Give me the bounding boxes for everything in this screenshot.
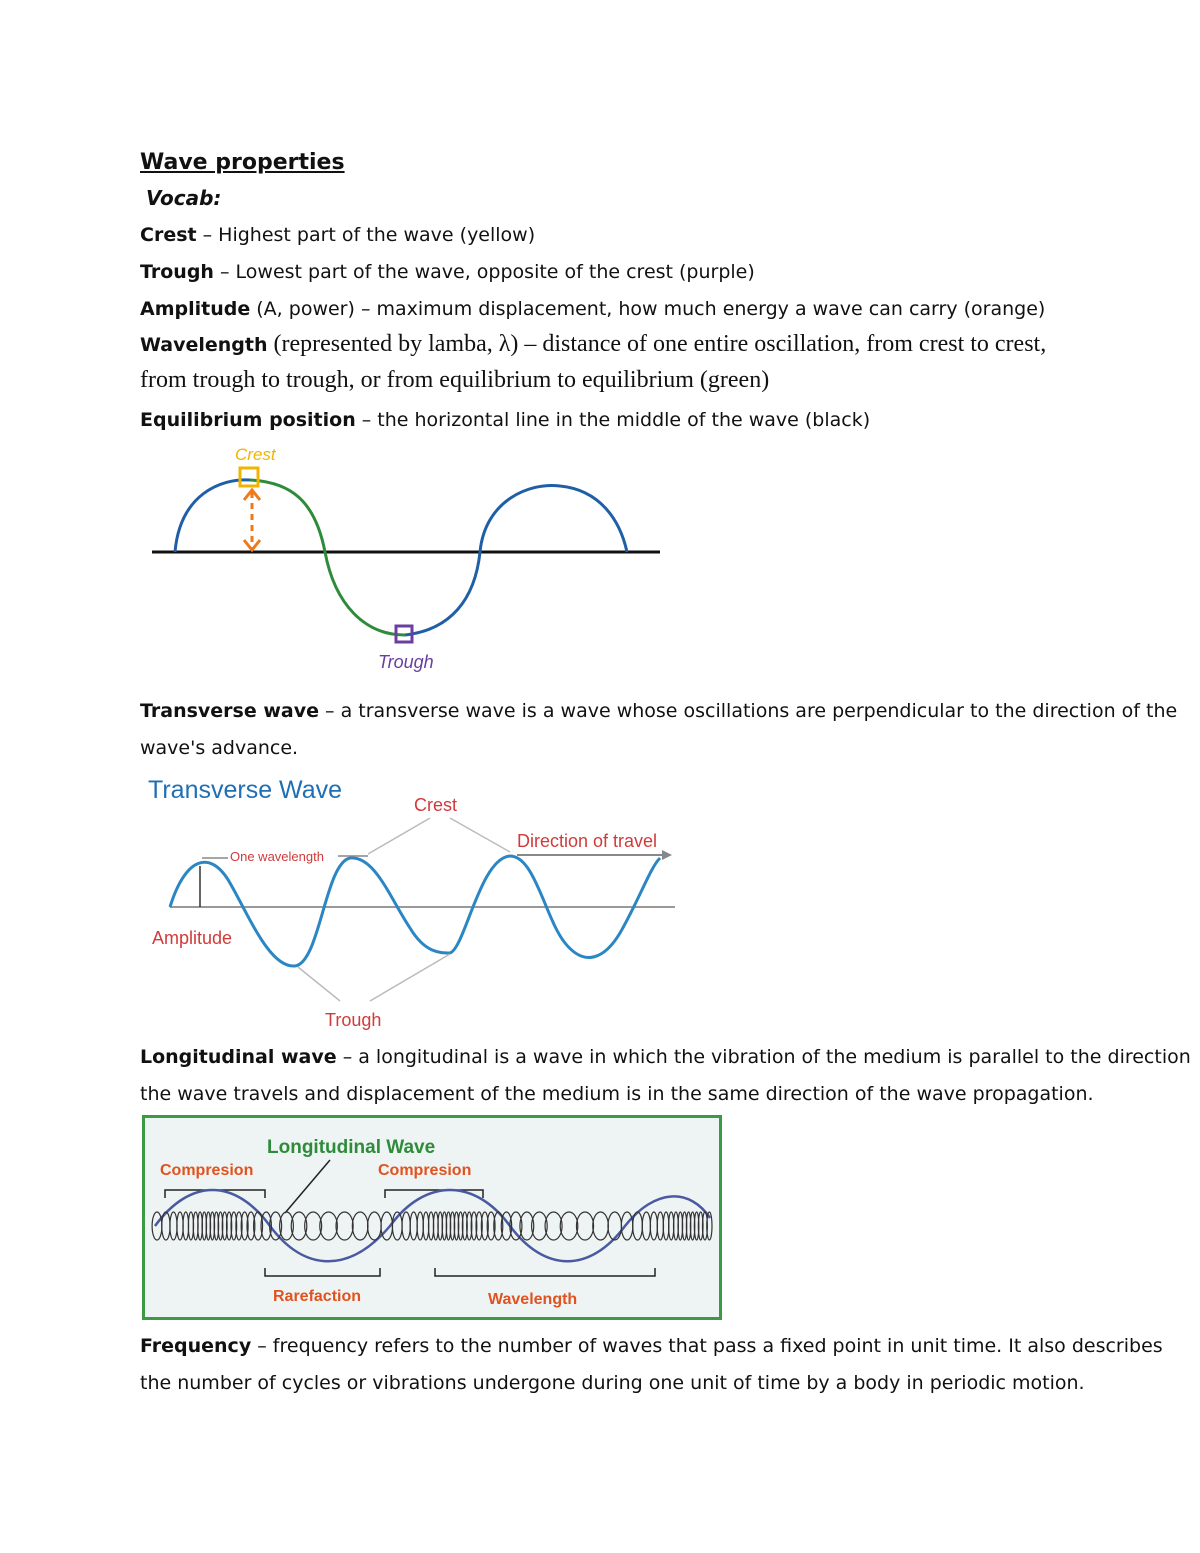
- rarefaction-bracket: [265, 1268, 380, 1276]
- spring-coil: [336, 1212, 353, 1240]
- rarefaction-label: Rarefaction: [273, 1288, 362, 1305]
- longitudinal-wave-diagram-frame: [142, 1115, 722, 1320]
- trough-pointer-right: [370, 954, 450, 1001]
- wavelength-diagram-label: Wavelength: [488, 1291, 578, 1308]
- direction-arrowhead-icon: [662, 850, 672, 860]
- compression-left-label: Compresion: [160, 1162, 254, 1179]
- spring-coil: [621, 1212, 633, 1240]
- spring-coil: [608, 1212, 622, 1240]
- longitudinal-diagram-title: Longitudinal Wave: [267, 1137, 436, 1158]
- transverse-term: Transverse wave: [140, 700, 319, 722]
- direction-of-travel-label: Direction of travel: [517, 831, 658, 851]
- frequency-text-1: – frequency refers to the number of waves that pass a fixed point in unit time. It also describes: [251, 1335, 1163, 1357]
- wavelength-term: Wavelength: [140, 334, 268, 356]
- wavelength-green-segment: [250, 480, 405, 635]
- crest-text: – Highest part of the wave (yellow): [196, 224, 536, 246]
- wave-crest-arc-left: [175, 480, 250, 552]
- spring-coil: [560, 1212, 578, 1240]
- spring-coil: [417, 1212, 423, 1240]
- wave-sketch: [140, 440, 670, 685]
- frequency-definition: [140, 1328, 1163, 1365]
- trough-text: – Lowest part of the wave, opposite of the crest (purple): [213, 261, 755, 283]
- longitudinal-text-1: – a longitudinal is a wave in which the vibration of the medium is parallel to the direction: [336, 1046, 1191, 1068]
- spring-coil: [642, 1212, 650, 1240]
- equilibrium-term: Equilibrium position: [140, 409, 356, 431]
- wavelength-bracket: [435, 1268, 655, 1276]
- longitudinal-wave-diagram: [145, 1118, 719, 1317]
- crest-pointer-right: [450, 818, 510, 852]
- longitudinal-text-2: the wave travels and displacement of the medium is in the same direction of the wave propagation.: [140, 1083, 1094, 1105]
- transverse-trough-label: Trough: [325, 1010, 382, 1030]
- crest-term: Crest: [140, 224, 197, 246]
- wavelength-text-1: (represented by lamba, λ) – distance of one entire oscillation, from crest to crest,: [267, 331, 1047, 357]
- compression-right-label: Compresion: [378, 1162, 472, 1179]
- wavelength-text-2: from trough to trough, or from equilibrium to equilibrium (green): [140, 367, 770, 393]
- page-title: Wave properties: [140, 150, 345, 175]
- spring-coil: [177, 1212, 183, 1240]
- equilibrium-definition: [140, 402, 870, 439]
- transverse-crest-label: Crest: [414, 795, 458, 815]
- spring-coil: [368, 1212, 382, 1240]
- trough-pointer-left: [298, 967, 340, 1001]
- amplitude-definition: [140, 291, 1045, 328]
- wavelength-definition: [140, 326, 1046, 364]
- title-pointer: [285, 1160, 330, 1213]
- amplitude-diagram-label: Amplitude: [152, 928, 233, 948]
- frequency-text-2: the number of cycles or vibrations undergone during one unit of time by a body in periodic motion.: [140, 1372, 1085, 1394]
- spring-coil: [320, 1212, 338, 1240]
- crest-sketch-label: Crest: [235, 445, 276, 464]
- spring-coil: [152, 1212, 162, 1240]
- spring-coil: [650, 1212, 657, 1240]
- longitudinal-definition: [140, 1039, 1191, 1076]
- transverse-definition: [140, 693, 1177, 730]
- spring-coil: [402, 1212, 410, 1240]
- crest-pointer-left: [368, 818, 430, 854]
- trough-sketch-label: Trough: [378, 652, 434, 672]
- spring-coil: [410, 1212, 417, 1240]
- transverse-wave-diagram: [140, 768, 685, 1038]
- trough-term: Trough: [140, 261, 214, 283]
- transverse-text-2: wave's advance.: [140, 737, 299, 759]
- crest-marker-icon: [240, 468, 258, 486]
- vocab-heading: Vocab:: [146, 186, 222, 210]
- transverse-diagram-title: Transverse Wave: [148, 776, 343, 804]
- equilibrium-text: – the horizontal line in the middle of the wave (black): [355, 409, 871, 431]
- trough-definition: [140, 254, 755, 291]
- spring-coil: [170, 1212, 177, 1240]
- longitudinal-sine-wave: [155, 1190, 710, 1261]
- one-wavelength-label: One wavelength: [230, 849, 324, 864]
- longitudinal-term: Longitudinal wave: [140, 1046, 337, 1068]
- spring-coil: [633, 1212, 643, 1240]
- spring-coil: [352, 1212, 368, 1240]
- spring-coil: [593, 1212, 609, 1240]
- wave-trough-arc-right: [405, 485, 627, 635]
- amplitude-term: Amplitude: [140, 298, 251, 320]
- amplitude-text: (A, power) – maximum displacement, how much energy a wave can carry (orange): [250, 298, 1046, 320]
- spring-coil: [162, 1212, 170, 1240]
- transverse-text-1: – a transverse wave is a wave whose oscillations are perpendicular to the direction of the: [319, 700, 1178, 722]
- transverse-wave-line: [170, 856, 660, 966]
- crest-definition: [140, 217, 535, 254]
- spring-coil: [657, 1212, 663, 1240]
- spring-coils: [152, 1212, 712, 1240]
- spring-coil: [576, 1212, 593, 1240]
- frequency-term: Frequency: [140, 1335, 252, 1357]
